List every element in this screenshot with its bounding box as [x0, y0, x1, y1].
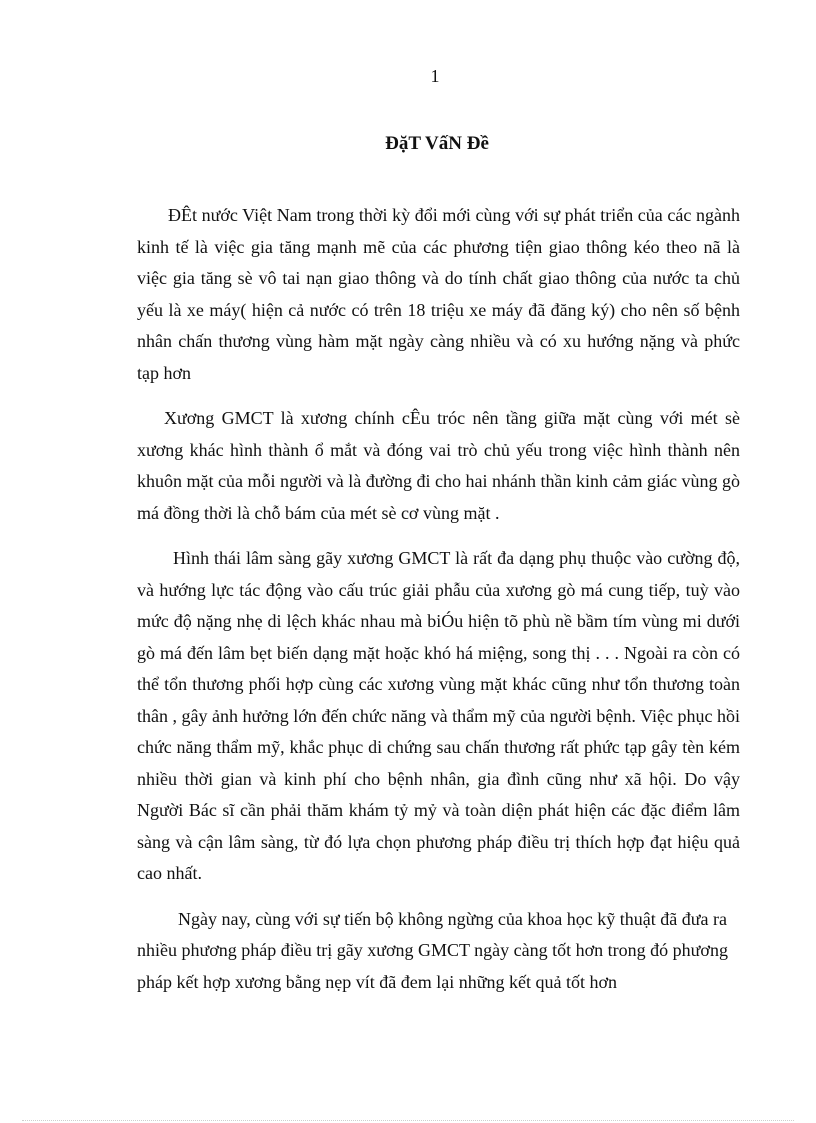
paragraph-2: Xương GMCT là xương chính cÊu tróc nên tầng giữa mặt cùng với mét sè xương khác hình thành ổ mắt và đóng vai trò chủ yếu trong việc hình thành nên khuôn mặt của mỗi người và là đường đi cho hai nhánh thần kinh cảm giác vùng gò má đồng thời là chỗ bám của mét sè cơ vùng mặt .: [137, 408, 740, 523]
page-bottom-divider: [22, 1120, 794, 1121]
paragraph-3: Hình thái lâm sàng gãy xương GMCT là rất đa dạng phụ thuộc vào cường độ, và hướng lực tác động vào cấu trúc giải phẫu của xương gò má cung tiếp, tuỳ vào mức độ nặng nhẹ di lệch khác nhau mà biÓu hiện tõ phù nề bầm tím vùng mi dưới gò má đến lâm bẹt biến dạng mặt hoặc khó há miệng, song thị . . . Ngoài ra còn có thể tổn thương phối hợp cùng các xương vùng mặt khác cũng như tổn thương toàn thân , gây ảnh hưởng lớn đến chức năng và thẩm mỹ của người bệnh. Việc phục hồi chức năng thẩm mỹ, khắc phục di chứng sau chấn thương rất phức tạp gây tèn kém nhiều thời gian và kinh phí cho bệnh nhân, gia đình cũng như xã hội. Do vậy Người Bác sĩ cần phải thăm khám tỷ mỷ và toàn diện phát hiện các đặc điểm lâm sàng và cận lâm sàng, từ đó lựa chọn phương pháp điều trị thích hợp đạt hiệu quả cao nhất.: [137, 548, 740, 883]
page-number: 1: [430, 66, 440, 86]
paragraph-4: Ngày nay, cùng với sự tiến bộ không ngừng của khoa học kỹ thuật đã đưa ra nhiều phương pháp điều trị gãy xương GMCT ngày càng tốt hơn trong đó phương pháp kết hợp xương bằng nẹp vít đã đem lại những kết quả tốt hơn: [137, 908, 728, 992]
paragraph-1: ĐÊt nước Việt Nam trong thời kỳ đổi mới cùng với sự phát triển của các ngành kinh tế là việc gia tăng mạnh mẽ của các phương tiện giao thông kéo theo nã là việc gia tăng sè vô tai nạn giao thông và do tính chất giao thông của nước ta chủ yếu là xe máy( hiện cả nước có trên 18 triệu xe máy đã đăng ký) cho nên số bệnh nhân chấn thương vùng hàm mặt ngày càng nhiều và có xu hướng nặng và phức tạp hơn: [137, 205, 740, 383]
document-title: ĐặT VấN Đề: [385, 133, 489, 154]
document-body: [137, 200, 740, 1012]
